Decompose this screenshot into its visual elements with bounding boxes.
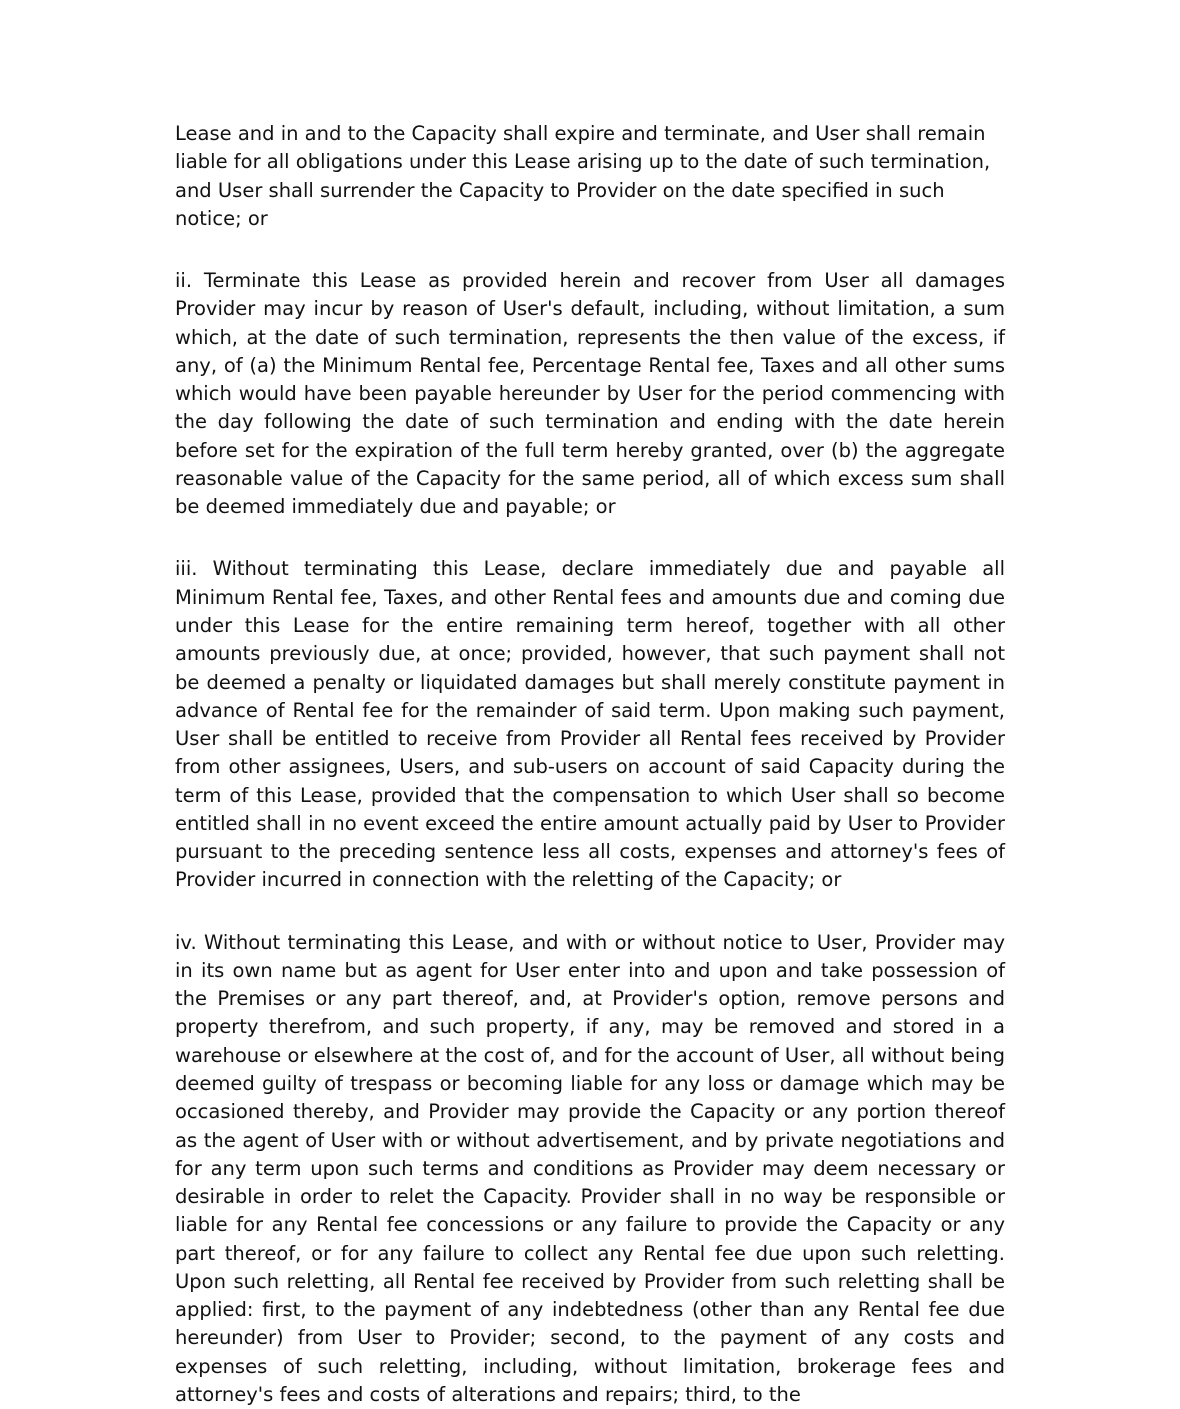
paragraph-continuation: Lease and in and to the Capacity shall expire and terminate, and User shall remain liable for all obligations under this Lease arising up to the date of such termination, and User shall surrender the Capacity to Provider on the date specified in such notice; or (175, 122, 991, 230)
paragraph-clause-iv: iv. Without terminating this Lease, and with or without notice to User, Provider may in its own name but as agent for User enter into and upon and take possession of the Premises or any part thereof, and, at Provider's option, remove persons and property therefrom, and such property, if any, may be removed and stored in a warehouse or elsewhere at the cost of, and for the account of User, all without being deemed guilty of trespass or becoming liable for any loss or damage which may be occasioned thereby, and Provider may provide the Capacity or any portion thereof as the agent of User with or without advertisement, and by private negotiations and for any term upon such terms and conditions as Provider may deem necessary or desirable in order to relet the Capacity. Provider shall in no way be responsible or liable for any Rental fee concessions or any failure to provide the Capacity or any part thereof, or for any failure to collect any Rental fee due upon such reletting. Upon such reletting, all Rental fee received by Provider from such reletting shall be applied: first, to the payment of any indebtedness (other than any Rental fee due hereunder) from User to Provider; second, to the payment of any costs and expenses of such reletting, including, without limitation, brokerage fees and attorney's fees and costs of alterations and repairs; third, to the (175, 930, 1005, 1406)
paragraph-clause-ii: ii. Terminate this Lease as provided herein and recover from User all damages Provider may incur by reason of User's default, including, without limitation, a sum which, at the date of such termination, represents the then value of the excess, if any, of (a) the Minimum Rental fee, Percentage Rental fee, Taxes and all other sums which would have been payable hereunder by User for the period commencing with the day following the date of such termination and ending with the date herein before set for the expiration of the full term hereby granted, over (b) the aggregate reasonable value of the Capacity for the same period, all of which excess sum shall be deemed immediately due and payable; or (175, 269, 1005, 519)
document-body (175, 120, 1005, 1409)
paragraph-clause-iii: iii. Without terminating this Lease, declare immediately due and payable all Minimum Rental fee, Taxes, and other Rental fees and amounts due and coming due under this Lease for the entire remaining term hereof, together with all other amounts previously due, at once; provided, however, that such payment shall not be deemed a penalty or liquidated damages but shall merely constitute payment in advance of Rental fee for the remainder of said term. Upon making such payment, User shall be entitled to receive from Provider all Rental fees received by Provider from other assignees, Users, and sub-users on account of said Capacity during the term of this Lease, provided that the compensation to which User shall so become entitled shall in no event exceed the entire amount actually paid by User to Provider pursuant to the preceding sentence less all costs, expenses and attorney's fees of Provider incurred in connection with the reletting of the Capacity; or (175, 557, 1005, 892)
